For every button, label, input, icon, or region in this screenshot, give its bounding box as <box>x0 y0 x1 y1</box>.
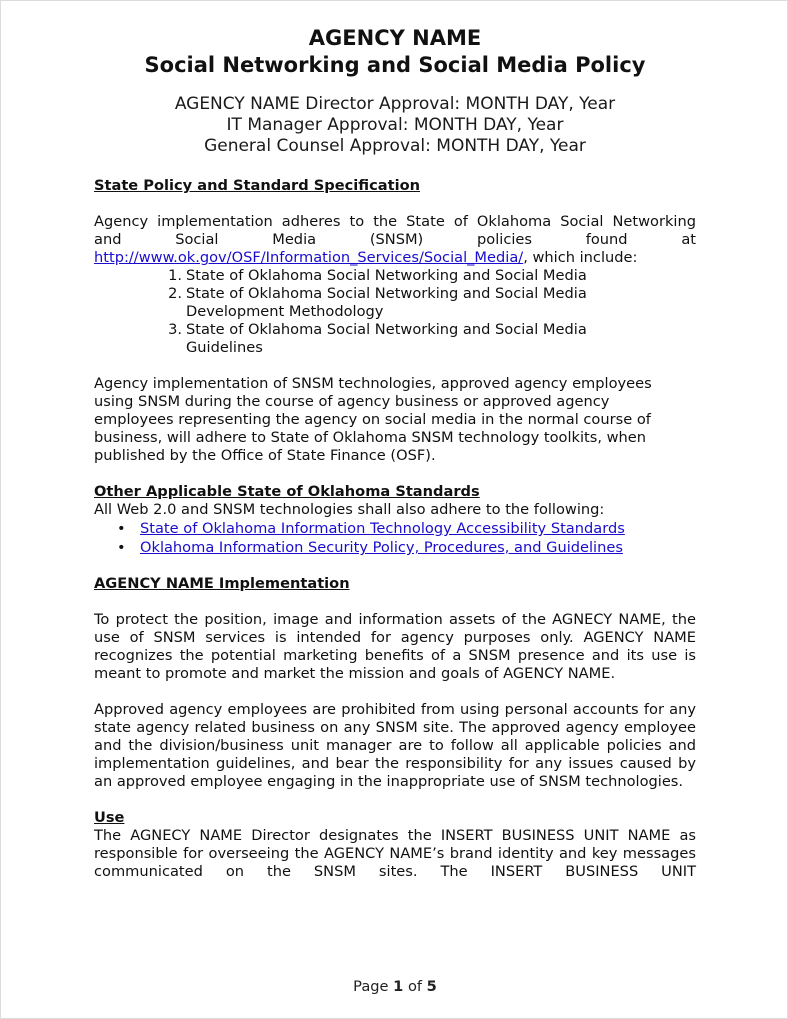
state-policy-intro-line3 <box>94 249 696 267</box>
heading-use: Use <box>94 809 125 826</box>
approval-it-manager: IT Manager Approval: MONTH DAY, Year <box>226 115 564 135</box>
state-policy-intro-line1: Agency implementation adheres to the State of Oklahoma Social Networking <box>94 213 696 230</box>
title-policy-name: Social Networking and Social Media Policy <box>144 53 646 77</box>
list-item: 2. State of Oklahoma Social Networking and Social Media Development Methodology <box>168 285 587 320</box>
state-policy-intro-line2: and Social Media (SNSM) policies found at <box>94 231 696 248</box>
snsm-policy-list <box>94 267 696 357</box>
list-item: 3. State of Oklahoma Social Networking and Social Media Guidelines <box>168 321 587 356</box>
heading-other-standards: Other Applicable State of Oklahoma Standards <box>94 483 480 500</box>
title-agency-name: AGENCY NAME <box>308 26 482 50</box>
standards-link-list <box>94 519 696 557</box>
approvals-block <box>74 94 716 157</box>
section-use <box>94 809 696 881</box>
intro-after-link: , which include: <box>523 249 638 266</box>
of-label: of <box>407 978 423 995</box>
current-page-number: 1 <box>393 978 404 995</box>
document-title <box>74 25 716 79</box>
list-item <box>117 538 696 557</box>
total-pages-number: 5 <box>426 978 437 995</box>
section-state-policy <box>94 177 696 465</box>
approval-general-counsel: General Counsel Approval: MONTH DAY, Year <box>204 136 586 156</box>
implementation-paragraph-1: To protect the position, image and information assets of the AGNECY NAME, the use of SNSM services is intended for agency purposes only. AGENCY NAME recognizes the potential marketing benefits of a SNSM presence and its use is meant to promote and market the mission and goals of AGENCY NAME. <box>94 611 696 682</box>
list-item: 1. State of Oklahoma Social Networking and Social Media <box>168 267 587 284</box>
snsm-policy-link[interactable]: http://www.ok.gov/OSF/Information_Services/Social_Media/ <box>94 249 524 266</box>
bullet-icon: • <box>117 520 126 537</box>
use-paragraph: The AGNECY NAME Director designates the INSERT BUSINESS UNIT NAME as responsible for overseeing the AGENCY NAME’s brand identity and key messages communicated on the SNSM sites. The INSERT BUSINESS UNIT <box>94 827 696 880</box>
state-policy-paragraph: Agency implementation of SNSM technologies, approved agency employees using SNSM during the course of agency business or approved agency employees representing the agency on social media in the normal course of business, will adhere to State of Oklahoma SNSM technology toolkits, when published by the Office of State Finance (OSF). <box>94 375 652 464</box>
section-other-standards <box>94 483 696 557</box>
list-item <box>117 519 696 538</box>
document-content <box>94 25 696 881</box>
accessibility-standards-link[interactable]: State of Oklahoma Information Technology Accessibility Standards <box>140 520 625 537</box>
approval-director: AGENCY NAME Director Approval: MONTH DAY, Year <box>174 94 616 114</box>
page-footer <box>1 978 788 996</box>
heading-state-policy: State Policy and Standard Specification <box>94 177 420 194</box>
page-label: Page <box>353 978 389 995</box>
implementation-paragraph-2: Approved agency employees are prohibited from using personal accounts for any state agency related business on any SNSM site. The approved agency employee and the division/business unit manager are to follow all applicable policies and implementation guidelines, and bear the responsibility for any issues caused by an approved employee engaging in the inappropriate use of SNSM technologies. <box>94 701 696 790</box>
bullet-icon: • <box>117 539 126 556</box>
security-policy-link[interactable]: Oklahoma Information Security Policy, Procedures, and Guidelines <box>140 539 623 556</box>
other-standards-intro: All Web 2.0 and SNSM technologies shall also adhere to the following: <box>94 501 605 518</box>
section-implementation <box>94 575 696 791</box>
heading-implementation: AGENCY NAME Implementation <box>94 575 350 592</box>
